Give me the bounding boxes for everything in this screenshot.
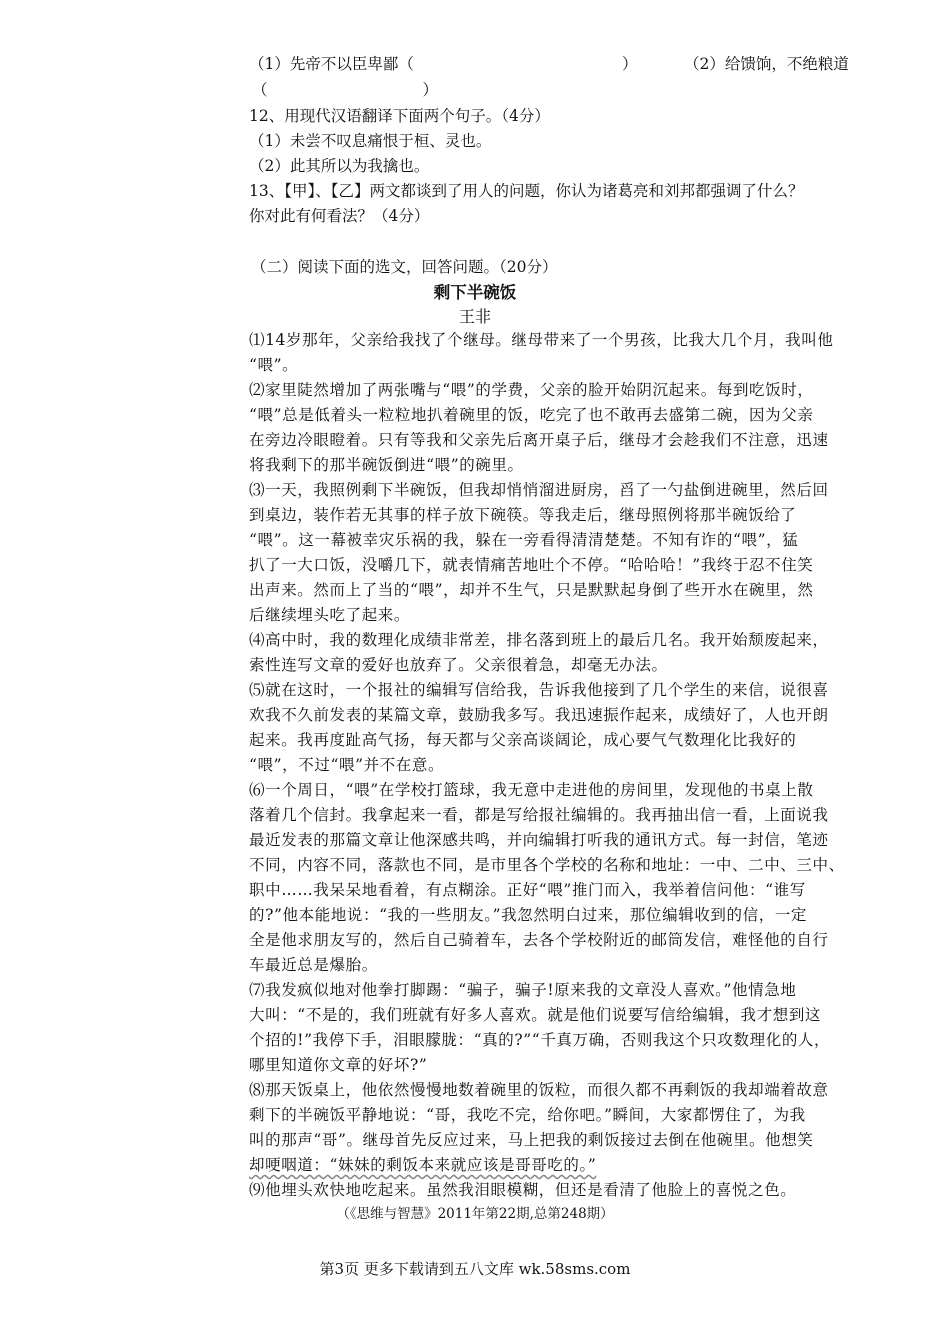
article-line: 叫的那声“哥”。继母首先反应过来，马上把我的剩饭接过去倒在他碗里。他想笑 bbox=[249, 1131, 814, 1149]
article-source: （《思维与智慧》2011年第22期,总第248期） bbox=[336, 1206, 614, 1222]
article-line: “喂”。这一幕被幸灾乐祸的我，躲在一旁看得清清楚楚。不知有诈的“喂”，猛 bbox=[249, 531, 799, 549]
article-line: “喂”总是低着头一粒粒地扒着碗里的饭，吃完了也不敢再去盛第二碗，因为父亲 bbox=[249, 406, 814, 424]
question-13-line2: 你对此有何看法？（4分） bbox=[249, 207, 430, 225]
q11-blank: （ ） bbox=[252, 81, 439, 99]
question-12-2: （2）此其所以为我擒也。 bbox=[249, 157, 430, 175]
question-12-1: （1）未尝不叹息痛恨于桓、灵也。 bbox=[249, 132, 492, 150]
article-line: 将我剩下的那半碗饭倒进“喂”的碗里。 bbox=[249, 456, 524, 474]
article-line: 全是他求朋友写的，然后自己骑着车，去各个学校附近的邮筒发信，难怪他的自行 bbox=[249, 931, 829, 949]
article-line: ⑹一个周日，“喂”在学校打篮球，我无意中走进他的房间里，发现他的书桌上散 bbox=[249, 781, 814, 799]
article-line: 个招的!”我停下手，泪眼朦胧：“真的?”“千真万确，否则我这个只攻数理化的人， bbox=[249, 1031, 831, 1049]
article-line: 在旁边冷眼瞪着。只有等我和父亲先后离开桌子后，继母才会趁我们不注意，迅速 bbox=[249, 431, 829, 449]
article-line: 扒了一大口饭，没嚼几下，就表情痛苦地吐个不停。“哈哈哈！”我终于忍不住笑 bbox=[249, 556, 814, 574]
article-line: 后继续埋头吃了起来。 bbox=[249, 606, 411, 624]
article-line: 的?”他本能地说：“我的一些朋友。”我忽然明白过来，那位编辑收到的信，一定 bbox=[249, 906, 808, 924]
article-line: 出声来。然而上了当的“喂”，却并不生气，只是默默起身倒了些开水在碗里，然 bbox=[249, 581, 814, 599]
article-line: 大叫：“不是的，我们班就有好多人喜欢。就是他们说要写信给编辑，我才想到这 bbox=[249, 1006, 822, 1024]
article-line: ⑵家里陡然增加了两张嘴与“喂”的学费，父亲的脸开始阴沉起来。每到吃饭时， bbox=[249, 381, 814, 399]
q11-close-paren: ） bbox=[622, 55, 638, 73]
article-line: ⑶一天，我照例剩下半碗饭，但我却悄悄溜进厨房，舀了一勺盐倒进碗里，然后回 bbox=[249, 481, 829, 499]
article-line: ⑼他埋头欢快地吃起来。虽然我泪眼模糊，但还是看清了他脸上的喜悦之色。 bbox=[249, 1181, 797, 1199]
article-line: 到桌边，装作若无其事的样子放下碗筷。等我走后，继母照例将那半碗饭给了 bbox=[249, 506, 797, 524]
article-line: ⑴14岁那年，父亲给我找了个继母。继母带来了一个男孩，比我大几个月，我叫他 bbox=[249, 331, 834, 349]
article-line: 索性连写文章的爱好也放弃了。父亲很着急，却毫无办法。 bbox=[249, 656, 668, 674]
q11-part1: （1）先帝不以臣卑鄙（ bbox=[249, 55, 414, 73]
article-line: ⑻那天饭桌上，他依然慢慢地数着碗里的饭粒，而很久都不再剩饭的我却端着故意 bbox=[249, 1081, 829, 1099]
article-line: “喂”。 bbox=[249, 356, 299, 374]
article-line: ⑸就在这时，一个报社的编辑写信给我，告诉我他接到了几个学生的来信，说很喜 bbox=[249, 681, 829, 699]
article-line: 欢我不久前发表的某篇文章，鼓励我多写。我迅速振作起来，成绩好了，人也开朗 bbox=[249, 706, 829, 724]
article-line: 哪里知道你文章的好坏?” bbox=[249, 1056, 428, 1074]
article-line: ⑺我发疯似地对他拳打脚踢：“骗子，骗子!原来我的文章没人喜欢。”他情急地 bbox=[249, 981, 797, 999]
article-line: 最近发表的那篇文章让他深感共鸣，并向编辑打听我的通讯方式。每一封信，笔迹 bbox=[249, 831, 829, 849]
question-12: 12、用现代汉语翻译下面两个句子。（4分） bbox=[249, 107, 550, 125]
q11-part2: （2）给馈饷，不绝粮道 bbox=[684, 55, 849, 73]
article-line: “喂”，不过“喂”并不在意。 bbox=[249, 756, 445, 774]
article-line: 落着几个信封。我拿起来一看，都是写给报社编辑的。我再抽出信一看，上面说我 bbox=[249, 806, 829, 824]
article-line-underlined: 却哽咽道：“妹妹的剩饭本来就应该是哥哥吃的。” bbox=[249, 1156, 597, 1174]
article-line: ⑷高中时，我的数理化成绩非常差，排名落到班上的最后几名。我开始颓废起来， bbox=[249, 631, 829, 649]
section-2-heading: （二）阅读下面的选文，回答问题。（20分） bbox=[251, 258, 558, 276]
article-line: 不同，内容不同，落款也不同，是市里各个学校的名称和地址：一中、二中、三中、 bbox=[249, 856, 845, 874]
article-line: 剩下的半碗饭平静地说：“哥，我吃不完，给你吧。”瞬间，大家都愣住了，为我 bbox=[249, 1106, 806, 1124]
article-line: 职中……我呆呆地看着，有点糊涂。正好“喂”推门而入，我举着信问他：“谁写 bbox=[249, 881, 806, 899]
article-line: 车最近总是爆胎。 bbox=[249, 956, 378, 974]
page-footer: 第3页 更多下载请到五八文库 wk.58sms.com bbox=[319, 1260, 631, 1278]
question-13-line1: 13、【甲】、【乙】两文都谈到了用人的问题，你认为诸葛亮和刘邦都强调了什么？ bbox=[249, 182, 804, 200]
article-title: 剩下半碗饭 bbox=[433, 283, 517, 302]
article-line: 起来。我再度趾高气扬，每天都与父亲高谈阔论，成心要气气数理化比我好的 bbox=[249, 731, 797, 749]
article-author: 王非 bbox=[458, 307, 491, 326]
